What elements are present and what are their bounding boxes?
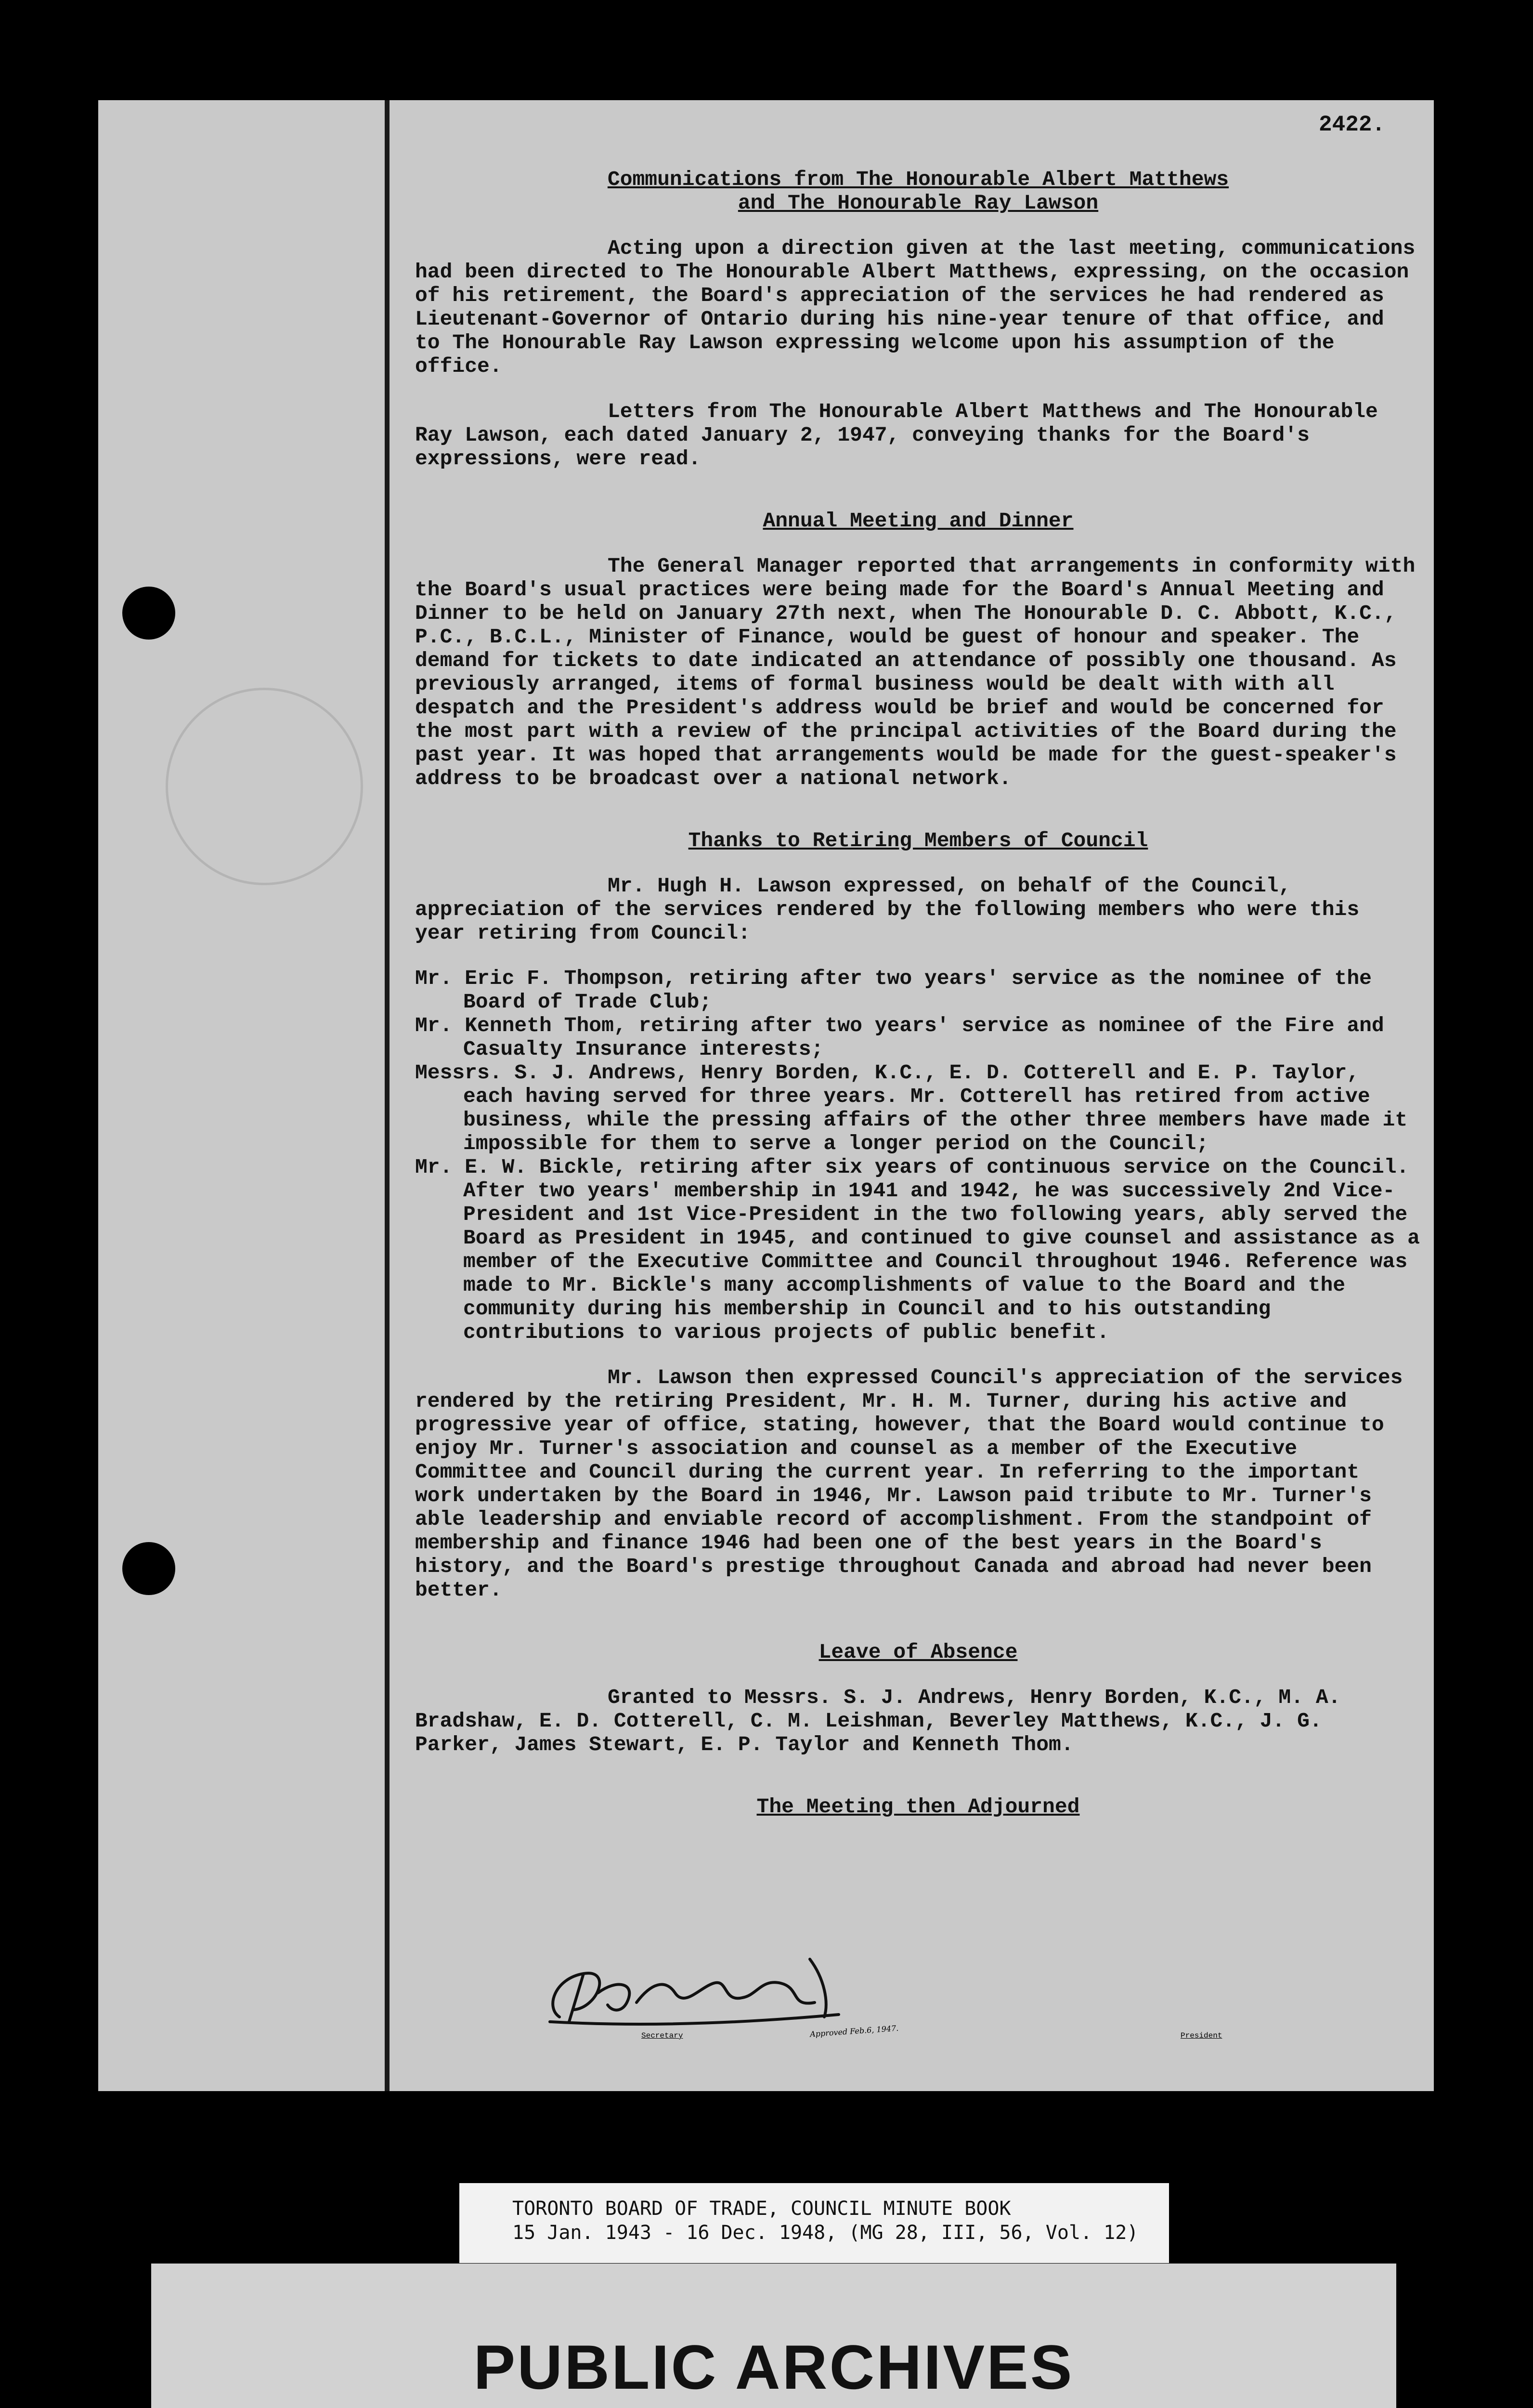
signature-block	[415, 1950, 1421, 2065]
public-archives-stamp	[151, 2264, 1396, 2408]
section-heading: Communications from The Honourable Albert Matthews	[607, 168, 1229, 191]
list-item: Messrs. S. J. Andrews, Henry Borden, K.C., E. D. Cotterell and E. P. Taylor, each having served for three years. Mr. Cotterell has retired from active business, while the pressing affairs of the other three members have made it impossible for them to serve a longer period on the Council;	[415, 1061, 1408, 1155]
section-heading: Annual Meeting and Dinner	[763, 509, 1074, 533]
binder-hole	[122, 587, 175, 640]
section-heading: and The Honourable Ray Lawson	[738, 191, 1099, 215]
approved-note: Approved Feb.6, 1947.	[809, 2023, 899, 2039]
section-heading: The Meeting then Adjourned	[756, 1795, 1080, 1819]
paragraph: Granted to Messrs. S. J. Andrews, Henry Borden, K.C., M. A. Bradshaw, E. D. Cotterell, C. M. Leishman, Beverley Matthews, K.C., J. G. Parker, James Stewart, E. P. Taylor and Kenneth Thom.	[415, 1686, 1341, 1756]
archive-label-line: 15 Jan. 1943 - 16 Dec. 1948, (MG 28, III, 56, Vol. 12)	[512, 2222, 1139, 2244]
list-item: Mr. Kenneth Thom, retiring after two years' service as nominee of the Fire and Casualty Insurance interests;	[415, 1014, 1384, 1061]
paragraph: Mr. Hugh H. Lawson expressed, on behalf of the Council, appreciation of the services rendered by the following members who were this year retiring from Council:	[415, 874, 1360, 945]
stamp-line: PUBLIC ARCHIVES	[473, 2332, 1074, 2402]
minutes-body	[415, 168, 1421, 1819]
list-item: Mr. Eric F. Thompson, retiring after two years' service as the nominee of the Board of Trade Club;	[415, 967, 1372, 1014]
archive-label-line: TORONTO BOARD OF TRADE, COUNCIL MINUTE BOOK	[512, 2198, 1011, 2220]
margin-rule	[385, 100, 390, 2091]
page-number: 2422.	[1319, 112, 1386, 137]
president-label: President	[1181, 2031, 1222, 2040]
minute-book-page	[98, 100, 1434, 2091]
secretary-label: Secretary	[641, 2031, 683, 2040]
paragraph: The General Manager reported that arrangements in conformity with the Board's usual practices were being made for the Board's Annual Meeting and Dinner to be held on January 27th next, when The Honourable D. C. Abbott, K.C., P.C., B.C.L., Minister of Finance, would be guest of honour and speaker. The demand for tickets to date indicated an attendance of possibly one thousand. As previously arranged, items of formal business would be dealt with with all despatch and the President's address would be brief and would be concerned for the most part with a review of the principal activities of the Board during the past year. It was hoped that arrangements would be made for the guest-speaker's address to be broadcast over a national network.	[415, 554, 1416, 790]
paragraph: Mr. Lawson then expressed Council's appreciation of the services rendered by the retiring President, Mr. H. M. Turner, during his active and progressive year of office, stating, however, that the Board would continue to enjoy Mr. Turner's association and counsel as a member of the Executive Committee and Council during the current year. In referring to the important work undertaken by the Board in 1946, Mr. Lawson paid tribute to Mr. Turner's able leadership and enviable record of accomplishment. From the standpoint of membership and finance 1946 had been one of the best years in the Board's history, and the Board's prestige throughout Canada and abroad had never been better.	[415, 1366, 1403, 1602]
archive-reference-label	[459, 2183, 1169, 2263]
binder-hole	[122, 1542, 175, 1595]
paragraph: Letters from The Honourable Albert Matthews and The Honourable Ray Lawson, each dated January 2, 1947, conveying thanks for the Board's expressions, were read.	[415, 400, 1378, 471]
paragraph: Acting upon a direction given at the last meeting, communications had been directed to The Honourable Albert Matthews, expressing, on the occasion of his retirement, the Board's appreciation of the services he had rendered as Lieutenant-Governor of Ontario during his nine-year tenure of that office, and to The Honourable Ray Lawson expressing welcome upon his assumption of the office.	[415, 236, 1416, 378]
section-heading: Leave of Absence	[818, 1640, 1018, 1664]
section-heading: Thanks to Retiring Members of Council	[688, 829, 1148, 852]
secretary-signature	[540, 1950, 848, 2031]
list-item: Mr. E. W. Bickle, retiring after six years of continuous service on the Council. After two years' membership in 1941 and 1942, he was successively 2nd Vice-President and 1st Vice-President in the two following years, ably served the Board as President in 1945, and continued to give counsel and assistance as a member of the Executive Committee and Council throughout 1946. Reference was made to Mr. Bickle's many accomplishments of value to the Board and the community during his membership in Council and to his outstanding contributions to various projects of public benefit.	[415, 1155, 1420, 1344]
faded-stamp-impression	[166, 688, 363, 885]
